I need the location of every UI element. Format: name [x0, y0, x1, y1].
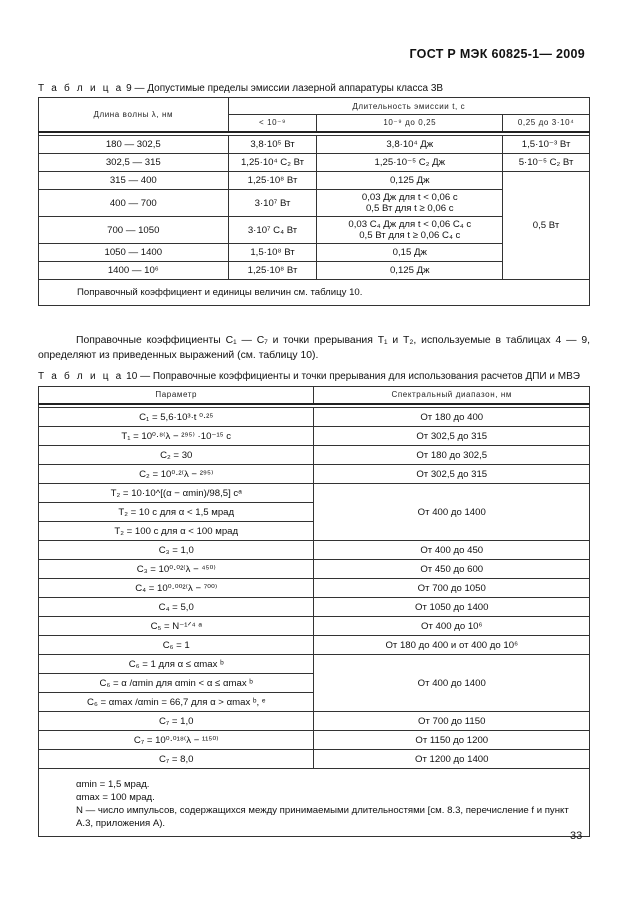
- table10: [38, 386, 590, 837]
- table9-cell: 1,5·10⁻³ Вт: [503, 136, 590, 154]
- table10-range: От 1050 до 1400: [314, 598, 590, 617]
- table9-cell: 1400 — 10⁶: [39, 262, 229, 280]
- table-row: [39, 617, 590, 636]
- table10-notes-row: [39, 769, 590, 837]
- table9-cell-line: 0,03 C₄ Дж для t < 0,06 C₄ с: [348, 219, 472, 230]
- table9-cell: 1050 — 1400: [39, 244, 229, 262]
- table10-param: C₇ = 10⁰·⁰¹⁸⁽λ − ¹¹⁵⁰⁾: [39, 731, 314, 750]
- table10-param: C₁ = 5,6·10³·t ⁰·²⁵: [39, 408, 314, 427]
- table10-range: От 302,5 до 315: [314, 427, 590, 446]
- table9-cell-line: 0,5 Вт для t ≥ 0,06 C₄ с: [359, 230, 461, 241]
- table10-range: От 1200 до 1400: [314, 750, 590, 769]
- table-row: [39, 136, 590, 154]
- table10-note-line: αmax = 100 мрад.: [76, 792, 155, 803]
- table10-range: От 700 до 1150: [314, 712, 590, 731]
- table10-param: C₇ = 8,0: [39, 750, 314, 769]
- table-row: [39, 750, 590, 769]
- table9-cell-line: 0,03 Дж для t < 0,06 с: [361, 192, 458, 203]
- table-row: [39, 655, 590, 674]
- table9-cell: 3,8·10⁵ Вт: [228, 136, 317, 154]
- table9-cell: 1,25·10⁸ Вт: [228, 172, 317, 190]
- table9-cell: 5·10⁻⁵ C₂ Вт: [503, 154, 590, 172]
- table-row: [39, 731, 590, 750]
- table9-note: Поправочный коэффициент и единицы величин см. таблицу 10.: [39, 280, 590, 306]
- table10-param: T₂ = 100 с для α < 100 мрад: [39, 522, 314, 541]
- table-row: [39, 636, 590, 655]
- table9-cell: 302,5 — 315: [39, 154, 229, 172]
- table9-cell: 180 — 302,5: [39, 136, 229, 154]
- table9-caption-text: 9 — Допустимые пределы эмиссии лазерной аппаратуры класса 3В: [126, 83, 444, 94]
- table10-param: T₁ = 10⁰·⁸⁽λ − ²⁹⁵⁾ ·10⁻¹⁵ с: [39, 427, 314, 446]
- table9-cell: 3·10⁷ C₄ Вт: [228, 217, 317, 244]
- table10-param: T₂ = 10 с для α < 1,5 мрад: [39, 503, 314, 522]
- table10-caption: [38, 371, 580, 382]
- table9-cell: 0,125 Дж: [317, 172, 503, 190]
- table9-subheader-2: 10⁻⁹ до 0,25: [317, 115, 503, 132]
- table10-notes: [39, 769, 590, 837]
- table10-param: C₆ = α /αmin для αmin < α ≤ αmax ᵇ: [39, 674, 314, 693]
- table-row: [39, 154, 590, 172]
- table10-param: C₆ = 1: [39, 636, 314, 655]
- table10-header-range: Спектральный диапазон, нм: [314, 387, 590, 404]
- table10-note-line: N — число импульсов, содержащихся между принимаемыми длительностями [см. 8.3, перечисление f и пункт А.3, приложения А).: [76, 805, 569, 829]
- table9-cell: 3,8·10⁴ Дж: [317, 136, 503, 154]
- table9-note-row: [39, 280, 590, 306]
- table10-merged-range-c6: От 400 до 1400: [314, 655, 590, 712]
- table9-cell: 700 — 1050: [39, 217, 229, 244]
- table9-subheader-1: < 10⁻⁹: [228, 115, 317, 132]
- table-row: [39, 541, 590, 560]
- table10-param: C₂ = 30: [39, 446, 314, 465]
- table10-range: От 400 до 10⁶: [314, 617, 590, 636]
- table9-merged-cell: 0,5 Вт: [503, 172, 590, 280]
- table10-param: C₅ = N⁻¹ᐟ⁴ ᵃ: [39, 617, 314, 636]
- table9-cell: 400 — 700: [39, 190, 229, 217]
- table10-range: От 180 до 302,5: [314, 446, 590, 465]
- table-row: [39, 560, 590, 579]
- table10-param: C₄ = 5,0: [39, 598, 314, 617]
- table10-merged-range-t2: От 400 до 1400: [314, 484, 590, 541]
- table10-param: C₄ = 10⁰·⁰⁰²⁽λ − ⁷⁰⁰⁾: [39, 579, 314, 598]
- table9-cell: 315 — 400: [39, 172, 229, 190]
- table-row: [39, 465, 590, 484]
- table10-param: C₇ = 1,0: [39, 712, 314, 731]
- table9-cell-line: 0,5 Вт для t ≥ 0,06 с: [365, 203, 454, 214]
- standard-header: ГОСТ Р МЭК 60825-1— 2009: [409, 47, 585, 61]
- table9-caption: [38, 83, 443, 94]
- table-row: [39, 712, 590, 731]
- table10-range: От 400 до 450: [314, 541, 590, 560]
- table10-range: От 302,5 до 315: [314, 465, 590, 484]
- table10-range: От 700 до 1050: [314, 579, 590, 598]
- table9-cell: 0,15 Дж: [317, 244, 503, 262]
- table10-param: C₂ = 10⁰·²⁽λ − ²⁹⁵⁾: [39, 465, 314, 484]
- table-row: [39, 579, 590, 598]
- table10-note-line: αmin = 1,5 мрад.: [76, 779, 150, 790]
- table-row: [39, 484, 590, 503]
- table-row: [39, 408, 590, 427]
- table-row: [39, 172, 590, 190]
- table10-param: C₃ = 1,0: [39, 541, 314, 560]
- table9-cell: 1,25·10⁻⁵ C₂ Дж: [317, 154, 503, 172]
- table9-cell: 1,25·10⁴ C₂ Вт: [228, 154, 317, 172]
- table9-caption-label: Т а б л и ц а: [38, 83, 124, 94]
- table10-param: C₃ = 10⁰·⁰²⁽λ − ⁴⁵⁰⁾: [39, 560, 314, 579]
- table9-cell: [317, 190, 503, 217]
- table10-range: От 450 до 600: [314, 560, 590, 579]
- table10-param: T₂ = 10·10^[(α − αmin)/98,5] сᵃ: [39, 484, 314, 503]
- table10-range: От 180 до 400: [314, 408, 590, 427]
- table9-cell: 0,125 Дж: [317, 262, 503, 280]
- table-row: [39, 598, 590, 617]
- table9-cell: [317, 217, 503, 244]
- page-number: 33: [570, 830, 583, 842]
- table9-cell: 3·10⁷ Вт: [228, 190, 317, 217]
- table9-cell: 1,25·10⁸ Вт: [228, 262, 317, 280]
- table10-caption-label: Т а б л и ц а: [38, 371, 124, 382]
- table-row: [39, 427, 590, 446]
- table10-param: C₆ = 1 для α ≤ αmax ᵇ: [39, 655, 314, 674]
- body-paragraph: Поправочные коэффициенты C₁ — C₇ и точки прерывания T₁ и T₂, используемые в таблицах 4 — 9, определяют из приведенных выражений (см. таблицу 10).: [38, 335, 590, 361]
- table9-header-wavelength: Длина волны λ, нм: [39, 98, 229, 132]
- table-row: [39, 446, 590, 465]
- table9-cell: 1,5·10⁸ Вт: [228, 244, 317, 262]
- table10-range: От 180 до 400 и от 400 до 10⁶: [314, 636, 590, 655]
- table10-caption-text: 10 — Поправочные коэффициенты и точки прерывания для использования расчетов ДПИ и МВЭ: [126, 371, 580, 382]
- table9-subheader-3: 0,25 до 3·10⁴: [503, 115, 590, 132]
- table10-range: От 1150 до 1200: [314, 731, 590, 750]
- table9: [38, 97, 590, 306]
- table10-param: C₆ = αmax /αmin = 66,7 для α > αmax ᵇ, ᵉ: [39, 693, 314, 712]
- table9-header-duration: Длительность эмиссии t, с: [228, 98, 589, 115]
- table10-header-parameter: Параметр: [39, 387, 314, 404]
